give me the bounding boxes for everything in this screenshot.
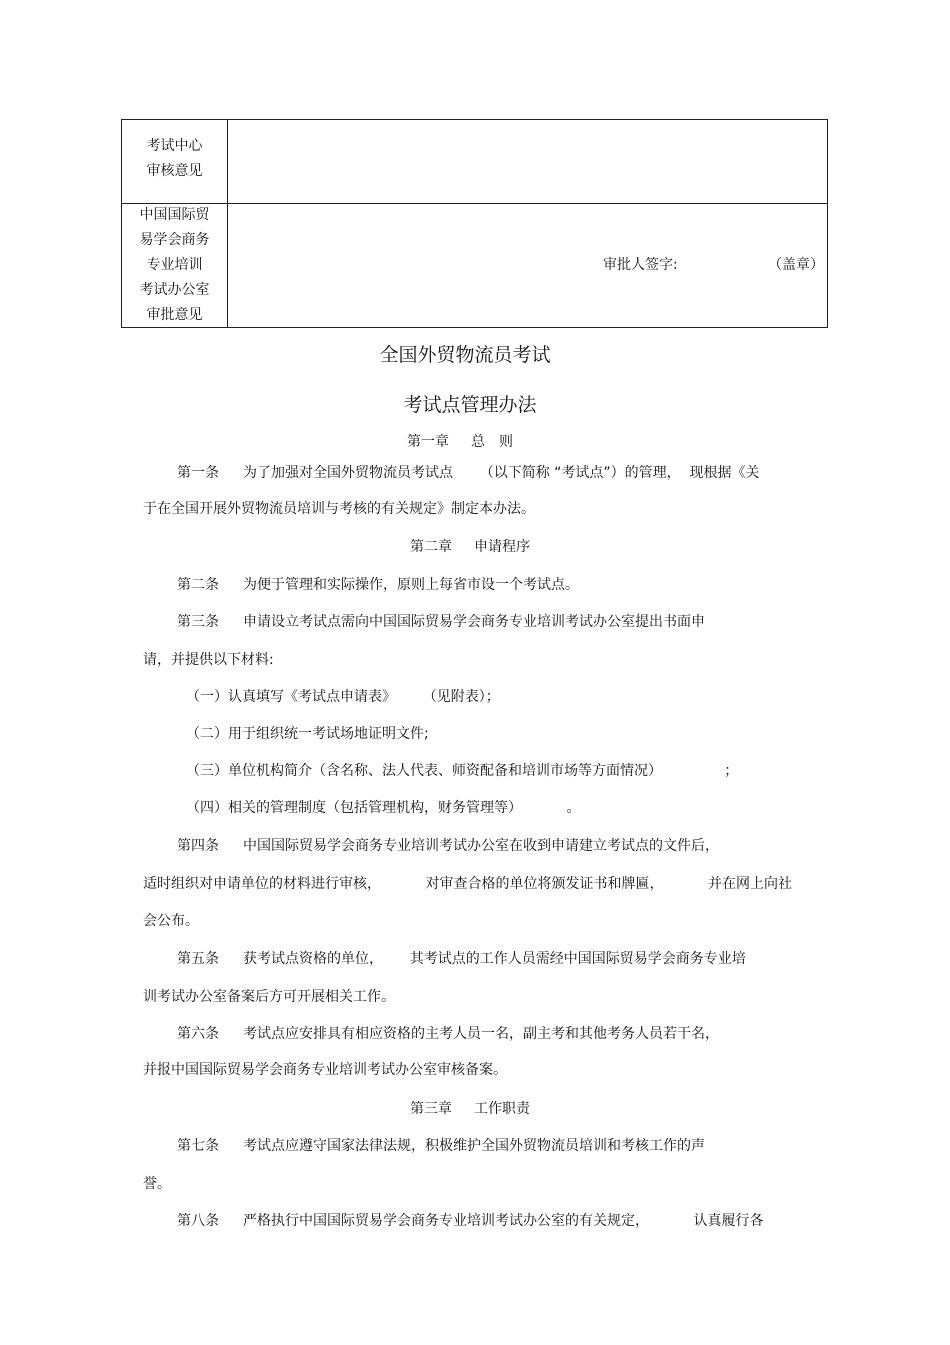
article-line: 于在全国开展外贸物流员培训与考核的有关规定》制定本办法。: [143, 501, 535, 517]
article-line: [177, 1023, 719, 1043]
article-line: 誉。: [143, 1176, 171, 1192]
chapter-title-part: 申请程序: [474, 539, 530, 555]
article-number: 第四条: [177, 838, 219, 854]
approval-form-table: [121, 119, 828, 328]
label-line: 考试办公室: [139, 282, 210, 298]
chapter-number: 第一章: [407, 434, 449, 450]
label-line: 易学会商务: [139, 232, 210, 248]
document-subtitle: 考试点管理办法: [403, 394, 537, 416]
article-number: 第七条: [177, 1138, 219, 1154]
office-approval-field: [228, 204, 827, 327]
article-text: 严格执行中国国际贸易学会商务专业培训考试办公室的有关规定， 认真履行各: [243, 1213, 764, 1229]
chapter-title-part: 工作职责: [474, 1101, 530, 1117]
list-item: （一）认真填写《考试点申请表》 （见附表）；: [186, 689, 500, 705]
label-line: 审核意见: [146, 163, 203, 179]
article-number: 第一条: [177, 465, 219, 481]
chapter-heading: [0, 536, 945, 556]
label-line: 中国国际贸: [139, 207, 210, 223]
article-number: 第二条: [177, 577, 219, 593]
exam-center-review-field: [228, 120, 827, 203]
article-line: [177, 835, 719, 855]
chapter-number: 第二章: [410, 539, 452, 555]
article-line: 训考试办公室备案后方可开展相关工作。: [143, 989, 395, 1005]
exam-center-review-label: [122, 120, 228, 203]
article-number: 第三条: [177, 614, 219, 630]
article-text: 考试点应遵守国家法律法规，积极维护全国外贸物流员培训和考核工作的声: [243, 1138, 705, 1154]
document-title: 全国外贸物流员考试: [379, 344, 551, 366]
list-item: （三）单位机构简介（含名称、法人代表、师资配备和培训市场等方面情况） ；: [186, 763, 739, 779]
office-approval-row: [122, 203, 827, 327]
label-line: 专业培训: [146, 257, 203, 273]
chapter-heading: [0, 431, 935, 451]
chapter-number: 第三章: [410, 1101, 452, 1117]
list-item: （二）用于组织统一考试场地证明文件;: [186, 726, 429, 742]
article-line: 适时组织对申请单位的材料进行审核， 对审查合格的单位将颁发证书和牌匾， 并在网上向社: [143, 876, 793, 892]
label-line: 审批意见: [146, 307, 203, 323]
seal-label: （盖章）: [768, 257, 824, 273]
article-line: [177, 462, 760, 482]
chapter-heading: [0, 1098, 945, 1118]
article-line: [177, 574, 579, 594]
article-line: 会公布。: [143, 913, 199, 929]
approver-signature-label: 审批人签字:: [603, 257, 678, 273]
article-line: [177, 1210, 764, 1230]
article-line: [177, 1135, 705, 1155]
office-approval-label: [122, 204, 228, 327]
article-text: 获考试点资格的单位， 其考试点的工作人员需经中国国际贸易学会商务专业培: [243, 951, 746, 967]
article-text: 申请设立考试点需向中国国际贸易学会商务专业培训考试办公室提出书面申: [243, 614, 705, 630]
article-line: [177, 611, 705, 631]
article-number: 第五条: [177, 951, 219, 967]
chapter-title-part: 总: [471, 434, 485, 450]
article-text: 为便于管理和实际操作，原则上每省市设一个考试点。: [243, 577, 579, 593]
article-number: 第八条: [177, 1213, 219, 1229]
article-line: 并报中国国际贸易学会商务专业培训考试办公室审核备案。: [143, 1062, 507, 1078]
article-number: 第六条: [177, 1026, 219, 1042]
article-text: 为了加强对全国外贸物流员考试点 （以下简称 “考试点”）的管理， 现根据《关: [243, 465, 760, 481]
exam-center-review-row: [122, 120, 827, 203]
article-text: 中国国际贸易学会商务专业培训考试办公室在收到申请建立考试点的文件后，: [243, 838, 719, 854]
article-text: 考试点应安排具有相应资格的主考人员一名，副主考和其他考务人员若干名，: [243, 1026, 719, 1042]
article-line: [177, 948, 746, 968]
list-item: （四）相关的管理制度（包括管理机构，财务管理等） 。: [186, 800, 581, 816]
label-line: 考试中心: [146, 138, 203, 154]
chapter-title-part: 则: [499, 434, 513, 450]
article-line: 请，并提供以下材料:: [143, 652, 274, 668]
